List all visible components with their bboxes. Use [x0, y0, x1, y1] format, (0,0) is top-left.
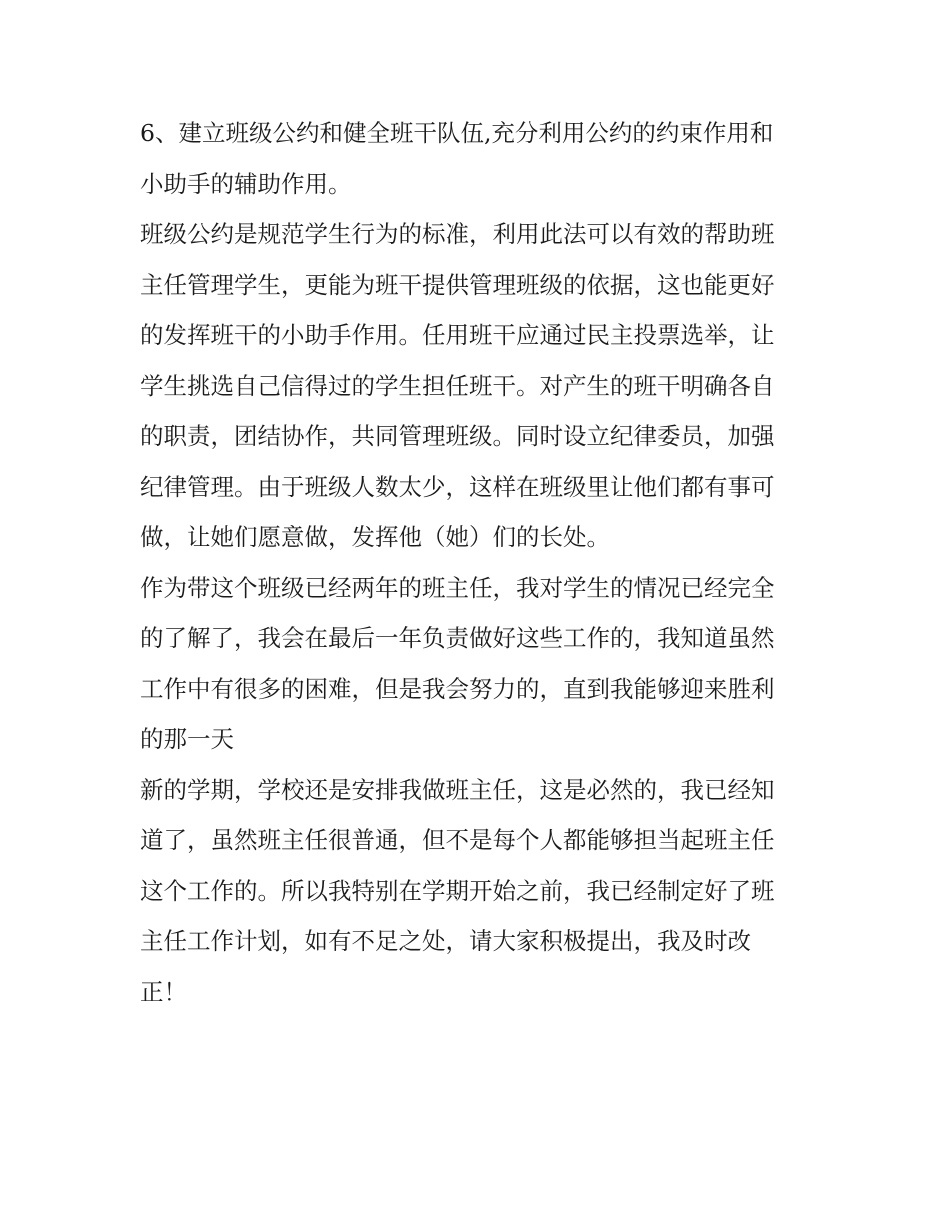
text-line: 学生挑选自己信得过的学生担任班干。对产生的班干明确各自: [140, 371, 775, 400]
text-line: 主任工作计划，如有不足之处，请大家积极提出，我及时改: [140, 927, 751, 955]
text-line: 工作中有很多的困难，但是我会努力的，直到我能够迎来胜利: [140, 674, 775, 703]
text-line: 6、建立班级公约和健全班干队伍,充分利用公约的约束作用和: [140, 119, 774, 147]
document-body: [140, 108, 812, 1017]
text-line: 做，让她们愿意做，发挥他（她）们的长处。: [140, 523, 610, 551]
text-line: 道了，虽然班主任很普通，但不是每个人都能够担当起班主任: [140, 826, 775, 854]
paragraph-new-semester-plan: [140, 765, 812, 1018]
text-line: 的了解了，我会在最后一年负责做好这些工作的，我知道虽然: [140, 624, 775, 652]
text-line: 的那一天: [140, 725, 234, 753]
text-line: 小助手的辅助作用。: [140, 169, 352, 198]
paragraph-class-rules-heading: [140, 108, 812, 209]
text-line: 的发挥班干的小助手作用。任用班干应通过民主投票选举，让: [140, 321, 775, 349]
text-line: 作为带这个班级已经两年的班主任，我对学生的情况已经完全: [140, 573, 775, 602]
paragraph-class-rules-detail: [140, 209, 812, 563]
text-line: 新的学期，学校还是安排我做班主任，这是必然的，我已经知: [140, 775, 775, 804]
text-line: 正！: [140, 977, 187, 1006]
text-line: 的职责，团结协作，共同管理班级。同时设立纪律委员，加强: [140, 422, 775, 450]
paragraph-teacher-reflection: [140, 563, 812, 765]
text-line: 纪律管理。由于班级人数太少，这样在班级里让他们都有事可: [140, 472, 775, 501]
text-line: 主任管理学生，更能为班干提供管理班级的依据，这也能更好: [140, 270, 775, 299]
text-line: 班级公约是规范学生行为的标准，利用此法可以有效的帮助班: [140, 220, 775, 248]
text-line: 这个工作的。所以我特别在学期开始之前，我已经制定好了班: [140, 876, 775, 905]
